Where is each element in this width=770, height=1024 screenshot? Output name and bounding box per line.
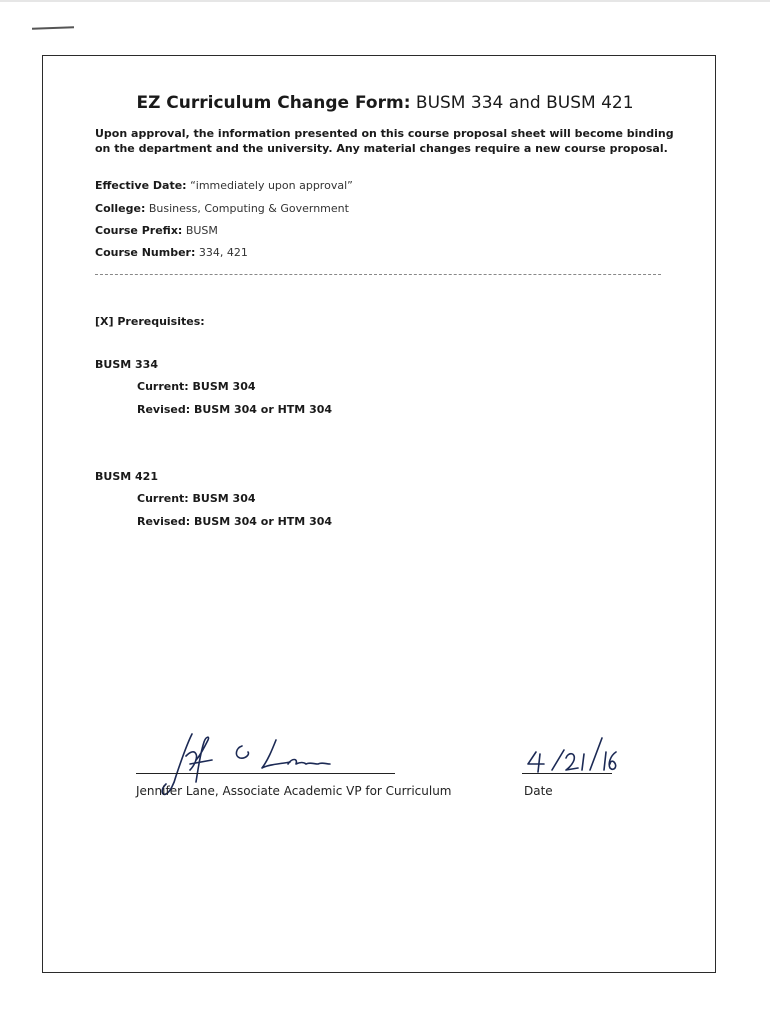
signer-name: Jennifer Lane, Associate Academic VP for Curriculum [136,784,452,798]
busm-334-current: Current: BUSM 304 [137,380,256,393]
form-border [42,55,716,973]
course-prefix-field [95,224,218,237]
intro-paragraph: Upon approval, the information presented on this course proposal sheet will become binding on the department and the university. Any material changes require a new course proposal. [95,127,674,155]
effective-date-value: “immediately upon approval” [190,179,353,192]
date-label: Date [524,784,553,798]
busm-421-revised: Revised: BUSM 304 or HTM 304 [137,515,333,528]
handwritten-date-graphic [520,730,620,778]
effective-date-label: Effective Date: [95,179,187,192]
scan-edge [0,0,770,2]
dashed-divider [95,274,661,275]
college-value: Business, Computing & Government [148,202,349,215]
college-field [95,202,349,215]
form-title [0,93,770,113]
busm-421-current: Current: BUSM 304 [137,492,256,505]
course-number-value: 334, 421 [198,246,248,259]
signature-line [136,773,395,774]
scan-mark [32,26,74,29]
form-title-courses: BUSM 334 and BUSM 421 [415,93,634,113]
effective-date-field [95,179,353,192]
prerequisites-heading: [X] Prerequisites: [95,315,205,328]
course-number-field [95,246,248,259]
course-prefix-label: Course Prefix: [95,224,183,237]
course-heading-busm-334: BUSM 334 [95,358,158,371]
course-number-label: Course Number: [95,246,196,259]
course-prefix-value: BUSM [185,224,218,237]
form-title-bold: EZ Curriculum Change Form: [136,93,411,113]
college-label: College: [95,202,146,215]
course-heading-busm-421: BUSM 421 [95,470,158,483]
busm-334-revised: Revised: BUSM 304 or HTM 304 [137,403,333,416]
date-line [522,773,612,774]
